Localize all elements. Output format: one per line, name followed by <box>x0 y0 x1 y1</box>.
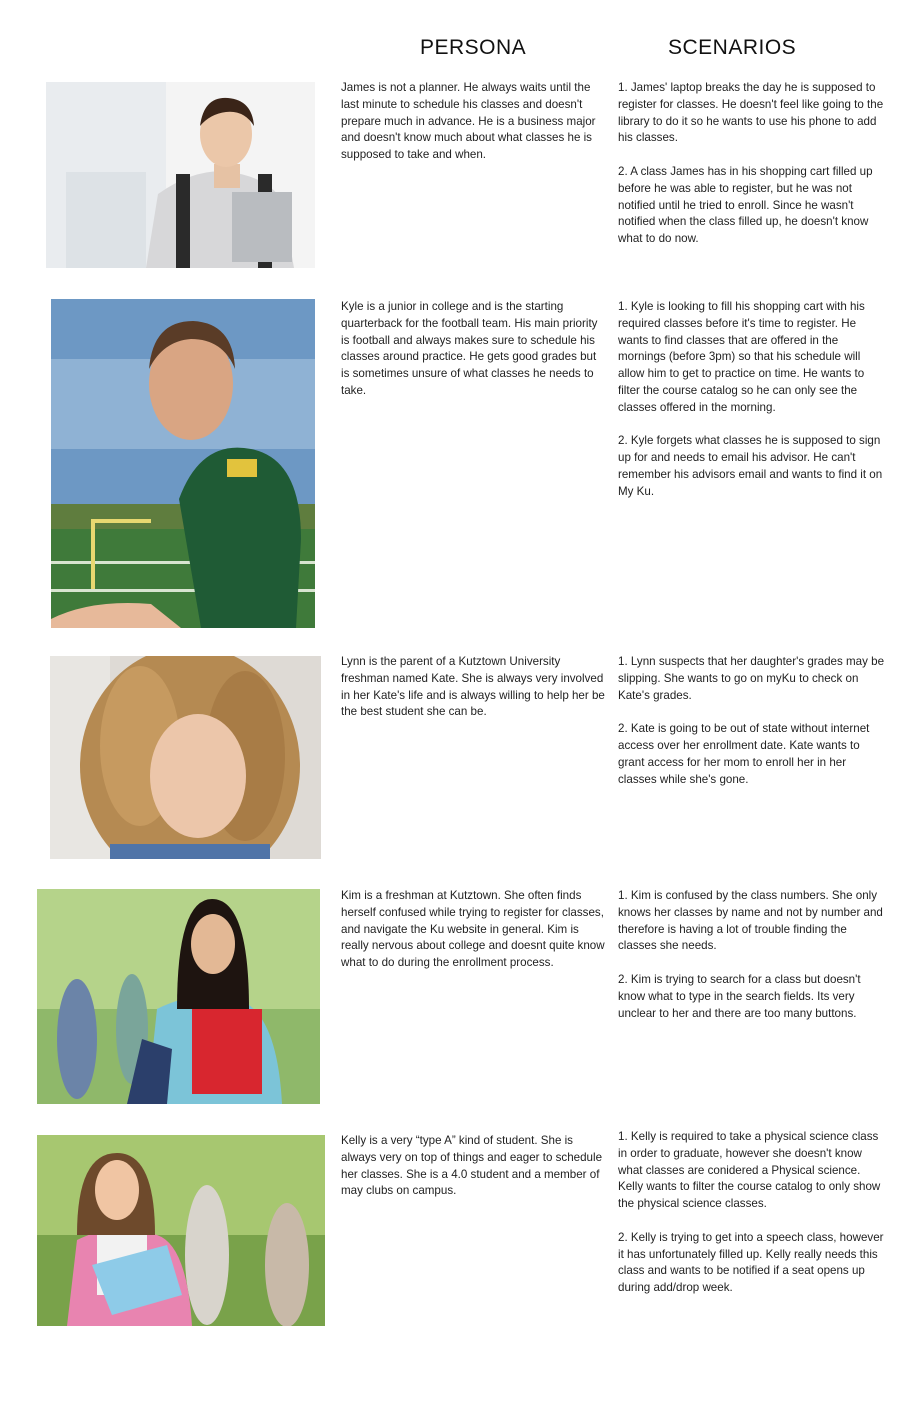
persona-text-kim <box>341 888 607 972</box>
persona-description: Kelly is a very “type A” kind of student. She is always very on top of things and eager to schedule her classes. She is a 4.0 student and a member of may clubs on campus. <box>341 1134 603 1198</box>
persona-photo-kelly <box>37 1135 325 1326</box>
scenarios-kelly <box>618 1129 886 1297</box>
persona-text-lynn <box>341 654 607 721</box>
scenarios-lynn <box>618 654 886 788</box>
persona-description: James is not a planner. He always waits until the last minute to schedule his classes and doesn't prepare much in advance. He is a business major and doesn't know much about what classes he is supposed to take and when. <box>341 81 596 162</box>
scenario-item: 1. Kyle is looking to fill his shopping cart with his required classes before it's time to register. He wants to find classes that are offered in the mornings (before 3pm) so that his schedule will allow him to get to practice on time. He wants to filter the course catalog so he can only see the classes offered in the morning. <box>618 300 865 414</box>
persona-text-james <box>341 80 607 164</box>
scenario-item: 1. James' laptop breaks the day he is supposed to register for classes. He doesn't feel like going to the library to do it so he wants to use his phone to add his classes. <box>618 81 884 145</box>
scenario-item: 1. Lynn suspects that her daughter's grades may be slipping. She wants to go on myKu to check on Kate's grades. <box>618 655 885 702</box>
persona-description: Kim is a freshman at Kutztown. She often finds herself confused while trying to register for classes, and navigate the Ku website in general. Kim is really nervous about college and doesnt quite know what to do during the enrollment process. <box>341 889 605 970</box>
persona-text-kelly <box>341 1133 607 1200</box>
scenario-item: 2. Kyle forgets what classes he is supposed to sign up for and needs to email his advisor. He can't remember his advisors email and wants to find it on My Ku. <box>618 434 883 498</box>
scenario-item: 2. Kelly is trying to get into a speech class, however it has unfortunately filled up. Kelly really needs this class and wants to be notified if a seat opens up during add/drop week. <box>618 1230 884 1295</box>
persona-text-kyle <box>341 299 607 400</box>
persona-photo-lynn <box>50 656 321 859</box>
persona-photo-kim <box>37 889 320 1104</box>
scenario-item: 1. Kim is confused by the class numbers. She only knows her classes by name and not by number and therefore is having a lot of trouble finding the classes she needs. <box>618 889 883 953</box>
scenarios-kim <box>618 888 886 1022</box>
scenario-item: 2. Kate is going to be out of state without internet access over her enrollment date. Kate wants to grant access for her mom to enroll her in her classes while she's gone. <box>618 722 870 786</box>
scenarios-kyle <box>618 299 886 501</box>
scenario-item: 2. A class James has in his shopping cart filled up before he was able to register, but he was not notified until he tried to enroll. Since he wasn't notified when the class filled up, he doesn't know what to do now. <box>618 164 873 246</box>
persona-photo-kyle <box>51 299 315 628</box>
scenario-item: 1. Kelly is required to take a physical science class in order to graduate, however she doesn't know what classes are conidered a Physical science. Kelly wants to filter the course catalog to only show the physical science classes. <box>618 1130 881 1211</box>
scenarios-heading: SCENARIOS <box>668 36 797 59</box>
persona-description: Kyle is a junior in college and is the starting quarterback for the football team. His main priority is football and always makes sure to schedule his classes around practice. He gets good grades but is sometimes unsure of what classes he needs to take. <box>341 300 598 397</box>
scenario-item: 2. Kim is trying to search for a class but doesn't know what to type in the search fields. Its very unclear to her and there are too many buttons. <box>618 972 861 1020</box>
scenarios-james <box>618 80 886 248</box>
persona-photo-james <box>46 82 315 268</box>
persona-description: Lynn is the parent of a Kutztown University freshman named Kate. She is always very involved in her Kate's life and is always willing to help her be the best student she can be. <box>341 655 605 719</box>
persona-heading: PERSONA <box>420 36 527 59</box>
